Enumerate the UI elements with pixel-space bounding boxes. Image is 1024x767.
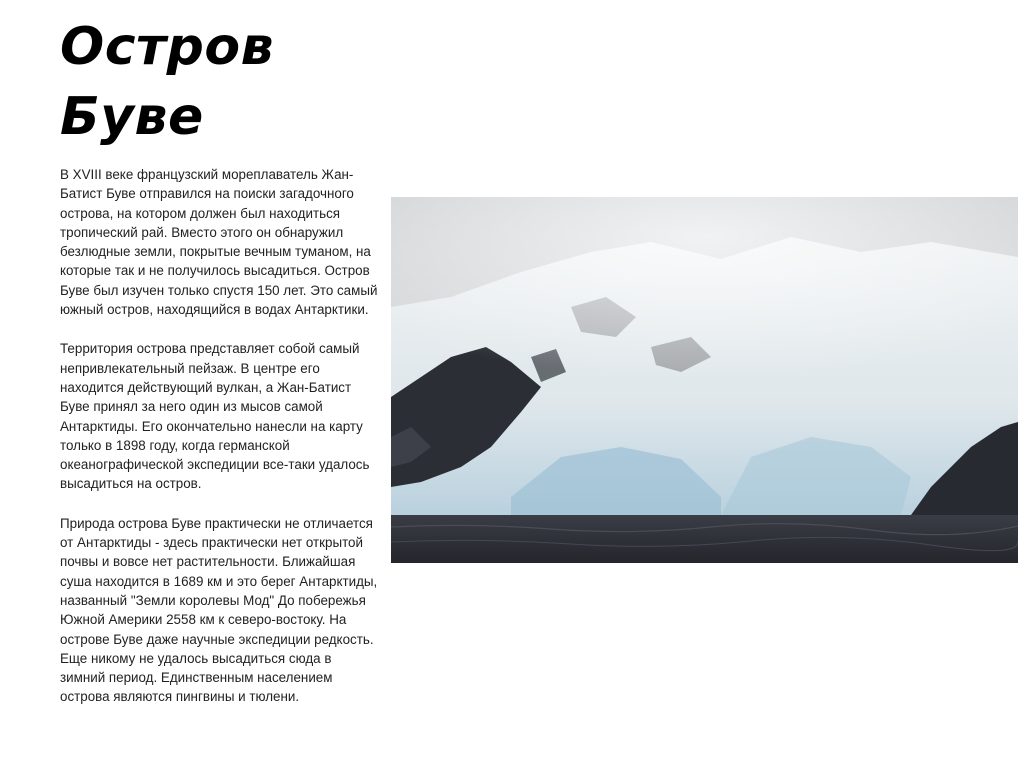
paragraph-territory: Территория острова представляет собой самый непривлекательный пейзаж. В центре его находится действующий вулкан, а Жан-Батист Буве принял за него один из мысов самой Антарктиды. Его окончательно нанесли на карту только в 1898 году, когда германской океанографической экспедиции все-таки удалось высадиться на остров.	[60, 341, 370, 492]
slide-body-text	[60, 165, 378, 727]
slide-title	[60, 12, 274, 152]
paragraph-nature: Природа острова Буве практически не отличается от Антарктиды - здесь практически нет открытой почвы и вовсе нет растительности. Ближайшая суша находится в 1689 км и это берег Антарктиды, названный "Земли королевы Мод" До побережья Южной Америки 2558 км к северо-востоку. На острове Буве даже научные экспедиции редкость. Еще никому не удалось высадиться сюда в зимний период. Единственным населением острова являются пингвины и тюлени.	[60, 515, 378, 705]
paragraph-history: В XVIII веке французский мореплаватель Жан-Батист Буве отправился на поиски загадочного острова, на котором должен был находиться тропический рай. Вместо этого он обнаружил безлюдные земли, покрытые вечным туманом, на которые так и не получилось высадиться. Остров Буве был изучен только спустя 150 лет. Это самый южный остров, находящийся в водах Антарктики.	[60, 167, 378, 318]
island-photo	[391, 197, 1018, 563]
title-line-1: Остров	[60, 17, 275, 77]
title-line-2: Буве	[60, 87, 204, 147]
glacier-image-icon	[391, 197, 1018, 563]
